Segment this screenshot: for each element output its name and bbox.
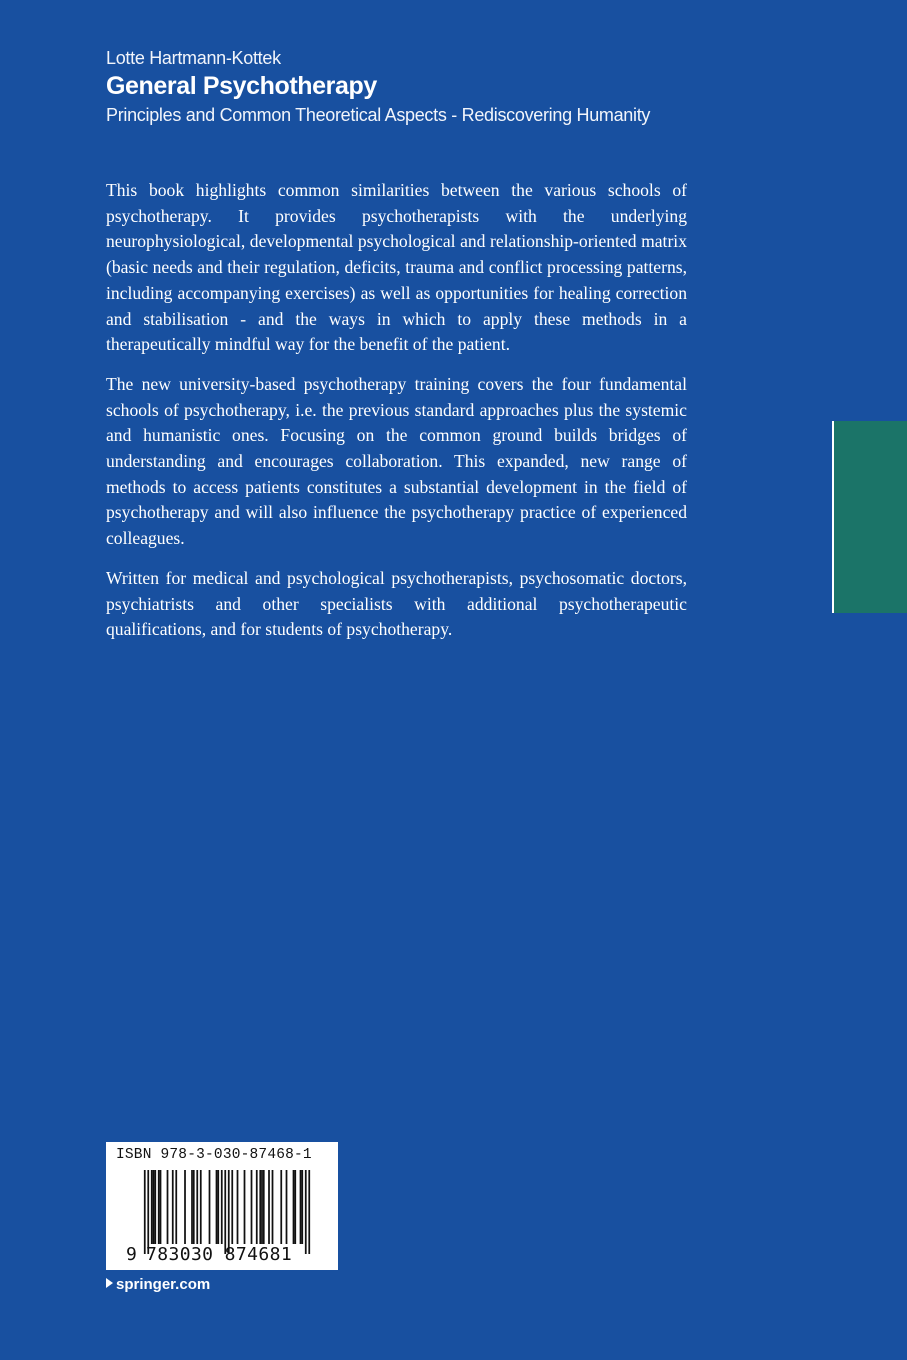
barcode-guard-bar <box>144 1170 146 1254</box>
springer-link-label: springer.com <box>116 1276 211 1293</box>
isbn-label: ISBN 978-3-030-87468-1 <box>116 1147 312 1163</box>
barcode-guard-bar <box>308 1170 310 1254</box>
barcode-bar <box>256 1170 258 1244</box>
barcode-bar <box>231 1170 233 1244</box>
arrow-right-icon <box>106 1278 113 1288</box>
blurb <box>106 178 687 657</box>
barcode-guard-bar <box>228 1170 230 1254</box>
barcode-bar <box>154 1170 156 1244</box>
ean-barcode <box>142 1170 312 1254</box>
blurb-paragraph-3: Written for medical and psychological psychotherapists, psychosomatic doctors, psychiatrists and other specialists with additional psychotherapeutic qualifications, and for students of psychotherapy. <box>106 567 687 640</box>
barcode-bar <box>280 1170 282 1244</box>
barcode-bar <box>293 1170 295 1244</box>
springer-link[interactable] <box>106 1276 210 1293</box>
barcode-bar <box>221 1170 223 1244</box>
book-subtitle: Principles and Common Theoretical Aspects - Rediscovering Humanity <box>106 105 651 125</box>
author-name: Lotte Hartmann-Kottek <box>106 48 281 68</box>
barcode-bar <box>191 1170 193 1244</box>
barcode-bar <box>300 1170 302 1244</box>
barcode-bar <box>263 1170 265 1244</box>
barcode-bar <box>216 1170 218 1244</box>
barcode-guard-bar <box>147 1170 149 1254</box>
barcode-bar <box>244 1170 246 1244</box>
ean-first-digit: 9 <box>126 1244 137 1265</box>
barcode-bar <box>196 1170 198 1244</box>
barcode-bar <box>259 1170 261 1244</box>
barcode-bar <box>167 1170 169 1244</box>
barcode-bar <box>160 1170 162 1244</box>
barcode-bar <box>184 1170 186 1244</box>
barcode-bar <box>268 1170 270 1244</box>
barcode-bar <box>200 1170 202 1244</box>
barcode-bar <box>153 1170 155 1244</box>
barcode-bar <box>193 1170 195 1244</box>
cover-header <box>106 46 726 128</box>
isbn-barcode-box <box>106 1142 338 1270</box>
barcode-bar <box>237 1170 239 1244</box>
book-title: General Psychotherapy <box>106 72 377 100</box>
barcode-bar <box>272 1170 274 1244</box>
barcode-bar <box>209 1170 211 1244</box>
ean-digits: 783030 874681 <box>146 1244 293 1265</box>
barcode-bar <box>251 1170 253 1244</box>
spine-color-tab <box>832 421 907 613</box>
barcode-bar <box>172 1170 174 1244</box>
barcode-bar <box>261 1170 263 1244</box>
barcode-bar <box>175 1170 177 1244</box>
barcode-bar <box>301 1170 303 1244</box>
barcode-guard-bar <box>224 1170 226 1254</box>
barcode-bar <box>217 1170 219 1244</box>
barcode-bar <box>158 1170 160 1244</box>
barcode-guard-bar <box>305 1170 307 1254</box>
blurb-paragraph-1: This book highlights common similarities between the various schools of psychotherapy. It provides psychotherapists with the underlying neurophysiological, developmental psychological and relationship-oriented matrix (basic needs and their regulation, deficits, trauma and conflict processing patterns, including accompanying exercises) as well as opportunities for healing correction and stabilisation - and the ways in which to apply these methods in a therapeutically mindful way for the benefit of the patient. <box>106 180 687 355</box>
blurb-paragraph-2: The new university-based psychotherapy training covers the four fundamental schools of psychotherapy, i.e. the previous standard approaches plus the systemic and humanistic ones. Focusing on the common ground builds bridges of understanding and encourages collaboration. This expanded, new range of methods to access patients constitutes a substantial development in the field of psychotherapy and will also influence the psychotherapy practice of experienced colleagues. <box>106 373 687 549</box>
barcode-bar <box>286 1170 288 1244</box>
barcode-bar <box>294 1170 296 1244</box>
barcode-bar <box>151 1170 153 1244</box>
